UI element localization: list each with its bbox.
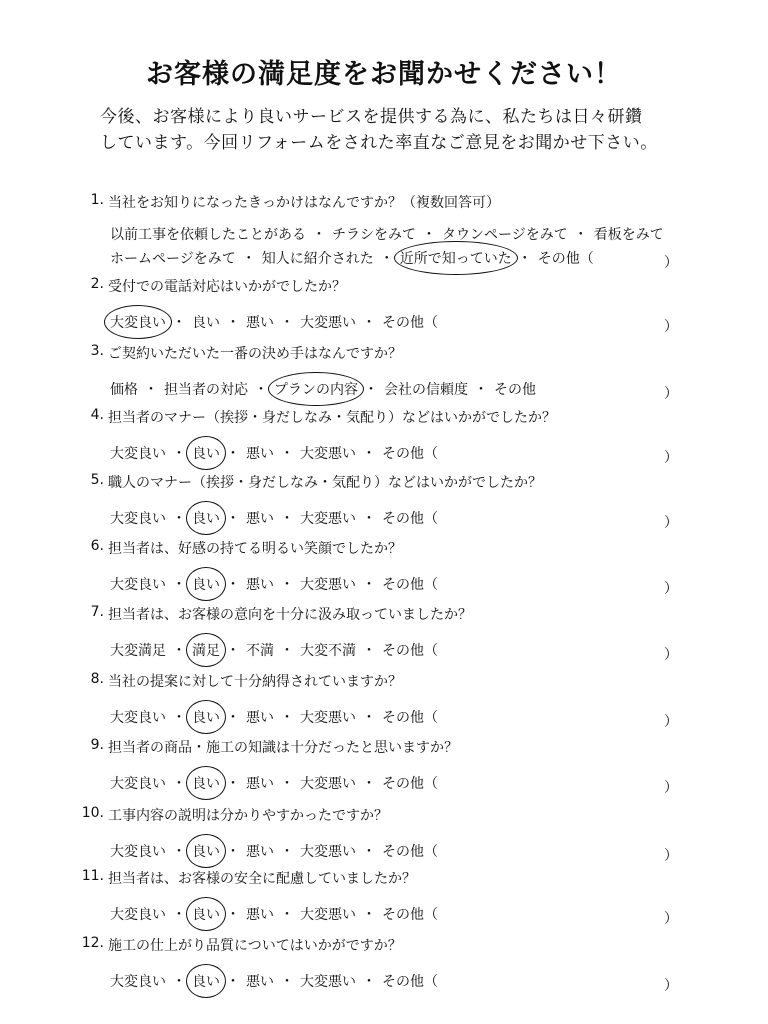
- question-9: [0, 737, 768, 807]
- option-choice[interactable]: 大変良い: [110, 446, 166, 462]
- option-selected[interactable]: 良い: [192, 508, 220, 528]
- option-choice[interactable]: 悪い: [246, 446, 274, 462]
- question-number: 5.: [90, 472, 104, 488]
- separator-dot: ・: [172, 511, 186, 527]
- option-choice[interactable]: 悪い: [246, 511, 274, 527]
- option-choice[interactable]: 大変良い: [110, 907, 166, 923]
- question-text: 受付での電話対応はいかがでしたか？: [108, 279, 346, 295]
- options-row: [110, 773, 438, 793]
- question-12: [0, 935, 768, 1005]
- question-text: 当社をお知りになったきっかけはなんですか？（複数回答可）: [108, 195, 500, 211]
- option-selected[interactable]: 近所で知っていた: [400, 248, 512, 268]
- separator-dot: ・: [172, 315, 186, 331]
- question-6: [0, 538, 768, 608]
- option-choice[interactable]: 大変良い: [110, 710, 166, 726]
- separator-dot: ・: [226, 776, 240, 792]
- separator-dot: ・: [362, 710, 376, 726]
- separator-dot: ・: [254, 382, 268, 398]
- options-row: [110, 312, 438, 332]
- separator-dot: ・: [280, 643, 294, 659]
- option-choice[interactable]: ホームページをみて: [110, 251, 236, 267]
- separator-dot: ・: [226, 643, 240, 659]
- question-text: 担当者は、お客様の意向を十分に汲み取っていましたか？: [108, 607, 472, 623]
- separator-dot: ・: [226, 907, 240, 923]
- option-choice[interactable]: その他（: [382, 446, 438, 462]
- separator-dot: ・: [172, 643, 186, 659]
- option-selected[interactable]: 良い: [192, 443, 220, 463]
- separator-dot: ・: [422, 227, 436, 243]
- option-selected[interactable]: 良い: [192, 841, 220, 861]
- closing-paren: ）: [664, 647, 678, 663]
- option-choice[interactable]: 悪い: [246, 776, 274, 792]
- separator-dot: ・: [362, 643, 376, 659]
- separator-dot: ・: [241, 251, 256, 267]
- options-row: [110, 508, 438, 528]
- option-choice[interactable]: 大変悪い: [300, 446, 356, 462]
- separator-dot: ・: [226, 446, 240, 462]
- separator-dot: ・: [362, 907, 376, 923]
- question-number: 12.: [81, 935, 104, 951]
- separator-dot: ・: [362, 315, 376, 331]
- option-choice[interactable]: 大変悪い: [300, 315, 356, 331]
- question-11: [0, 868, 768, 938]
- option-choice[interactable]: タウンページをみて: [442, 227, 568, 243]
- separator-dot: ・: [362, 844, 376, 860]
- option-choice[interactable]: 悪い: [246, 974, 274, 990]
- separator-dot: ・: [280, 776, 294, 792]
- option-selected[interactable]: 良い: [192, 707, 220, 727]
- question-number: 1.: [90, 192, 104, 208]
- option-choice[interactable]: その他（: [382, 907, 438, 923]
- separator-dot: ・: [312, 227, 326, 243]
- question-text: ご契約いただいた一番の決め手はなんですか？: [108, 346, 402, 362]
- option-selected[interactable]: 良い: [192, 773, 220, 793]
- option-choice[interactable]: 悪い: [246, 577, 274, 593]
- closing-paren: ）: [664, 978, 678, 994]
- option-choice[interactable]: その他（: [382, 643, 438, 659]
- option-selected[interactable]: 大変良い: [110, 312, 166, 332]
- separator-dot: ・: [172, 907, 186, 923]
- separator-dot: ・: [280, 511, 294, 527]
- options-line1: [110, 224, 664, 244]
- option-choice[interactable]: 大変悪い: [300, 577, 356, 593]
- intro-line-1: 今後、お客様により良いサービスを提供する為に、私たちは日々研鑽: [100, 107, 643, 127]
- option-choice[interactable]: 悪い: [246, 315, 274, 331]
- separator-dot: ・: [226, 511, 240, 527]
- options-row: [110, 640, 438, 660]
- question-7: [0, 604, 768, 674]
- question-1: [0, 192, 768, 271]
- question-8: [0, 671, 768, 741]
- option-choice[interactable]: その他（: [382, 710, 438, 726]
- option-choice[interactable]: 大変悪い: [300, 907, 356, 923]
- separator-dot: ・: [362, 446, 376, 462]
- separator-dot: ・: [226, 974, 240, 990]
- question-number: 10.: [81, 805, 104, 821]
- separator-dot: ・: [172, 577, 186, 593]
- separator-dot: ・: [517, 251, 532, 267]
- options-line2: [110, 248, 594, 268]
- question-5: [0, 472, 768, 542]
- separator-dot: ・: [379, 251, 394, 267]
- separator-dot: ・: [474, 382, 488, 398]
- separator-dot: ・: [172, 776, 186, 792]
- separator-dot: ・: [280, 907, 294, 923]
- separator-dot: ・: [226, 577, 240, 593]
- options-row: [110, 904, 438, 924]
- option-choice[interactable]: その他（: [382, 776, 438, 792]
- option-choice[interactable]: 看板をみて: [593, 227, 664, 243]
- separator-dot: ・: [280, 844, 294, 860]
- survey-title: お客様の満足度をお聞かせください！: [146, 59, 622, 90]
- option-choice[interactable]: 悪い: [246, 907, 274, 923]
- option-choice[interactable]: チラシをみて: [332, 227, 416, 243]
- option-choice[interactable]: 大変良い: [110, 974, 166, 990]
- option-choice[interactable]: 会社の信頼度: [384, 382, 468, 398]
- separator-dot: ・: [362, 974, 376, 990]
- option-choice[interactable]: 担当者の対応: [164, 382, 248, 398]
- option-choice[interactable]: 不満: [246, 643, 274, 659]
- separator-dot: ・: [172, 710, 186, 726]
- option-choice[interactable]: 大変悪い: [300, 710, 356, 726]
- option-choice[interactable]: その他（: [382, 511, 438, 527]
- option-choice[interactable]: 大変悪い: [300, 776, 356, 792]
- question-4: [0, 407, 768, 477]
- closing-paren: ）: [664, 848, 678, 864]
- options-row: [110, 379, 536, 399]
- question-text: 職人のマナー（挨拶・身だしなみ・気配り）などはいかがでしたか？: [108, 475, 542, 491]
- question-number: 8.: [90, 671, 104, 687]
- separator-dot: ・: [280, 577, 294, 593]
- option-choice[interactable]: 大変良い: [110, 844, 166, 860]
- option-selected[interactable]: 満足: [192, 640, 220, 660]
- separator-dot: ・: [280, 710, 294, 726]
- option-choice[interactable]: その他（: [382, 577, 438, 593]
- separator-dot: ・: [362, 577, 376, 593]
- option-choice[interactable]: その他（: [537, 251, 594, 267]
- question-text: 工事内容の説明は分かりやすかったですか？: [108, 808, 388, 824]
- closing-paren: ）: [664, 581, 678, 597]
- option-choice[interactable]: 大変良い: [110, 511, 166, 527]
- closing-paren: ）: [664, 515, 678, 531]
- option-choice[interactable]: 価格: [110, 382, 138, 398]
- option-choice[interactable]: 大変悪い: [300, 974, 356, 990]
- closing-paren: ）: [664, 319, 678, 335]
- option-choice[interactable]: その他（: [382, 315, 438, 331]
- option-choice[interactable]: 知人に紹介された: [261, 251, 374, 267]
- question-number: 9.: [90, 737, 104, 753]
- question-number: 7.: [90, 604, 104, 620]
- separator-dot: ・: [226, 844, 240, 860]
- separator-dot: ・: [280, 974, 294, 990]
- question-text: 担当者のマナー（挨拶・身だしなみ・気配り）などはいかがでしたか？: [108, 410, 556, 426]
- separator-dot: ・: [280, 446, 294, 462]
- separator-dot: ・: [144, 382, 158, 398]
- separator-dot: ・: [226, 315, 240, 331]
- question-number: 2.: [90, 276, 104, 292]
- options-row: [110, 971, 438, 991]
- option-choice[interactable]: その他（: [382, 844, 438, 860]
- question-text: 担当者は、好感の持てる明るい笑顔でしたか？: [108, 541, 402, 557]
- option-selected[interactable]: プランの内容: [274, 379, 358, 399]
- separator-dot: ・: [172, 446, 186, 462]
- question-text: 担当者の商品・施工の知識は十分だったと思いますか？: [108, 740, 458, 756]
- closing-paren: ）: [664, 386, 678, 402]
- closing-paren: ）: [664, 255, 678, 271]
- question-number: 11.: [81, 868, 104, 884]
- question-text: 施工の仕上がり品質についてはいかがですか？: [108, 938, 402, 954]
- question-text: 担当者は、お客様の安全に配慮していましたか？: [108, 871, 416, 887]
- option-choice[interactable]: 大変良い: [110, 776, 166, 792]
- option-choice[interactable]: 大変悪い: [300, 511, 356, 527]
- option-choice[interactable]: 大変良い: [110, 577, 166, 593]
- option-selected[interactable]: 良い: [192, 971, 220, 991]
- separator-dot: ・: [226, 710, 240, 726]
- option-choice[interactable]: 以前工事を依頼したことがある: [110, 227, 306, 243]
- separator-dot: ・: [362, 511, 376, 527]
- question-number: 6.: [90, 538, 104, 554]
- closing-paren: ）: [664, 911, 678, 927]
- option-choice[interactable]: 大変不満: [300, 643, 356, 659]
- intro-line-2: しています。今回リフォームをされた率直なご意見をお聞かせ下さい。: [100, 133, 658, 153]
- option-choice[interactable]: 悪い: [246, 710, 274, 726]
- closing-paren: ）: [664, 714, 678, 730]
- separator-dot: ・: [172, 844, 186, 860]
- option-selected[interactable]: 良い: [192, 904, 220, 924]
- option-choice[interactable]: 良い: [192, 315, 220, 331]
- option-choice[interactable]: その他: [494, 382, 536, 398]
- option-choice[interactable]: その他（: [382, 974, 438, 990]
- separator-dot: ・: [573, 227, 588, 243]
- question-2: [0, 276, 768, 346]
- question-number: 4.: [90, 407, 104, 423]
- separator-dot: ・: [280, 315, 294, 331]
- separator-dot: ・: [172, 974, 186, 990]
- question-text: 当社の提案に対して十分納得されていますか？: [108, 674, 402, 690]
- options-row: [110, 443, 438, 463]
- options-row: [110, 574, 438, 594]
- option-selected[interactable]: 良い: [192, 574, 220, 594]
- option-choice[interactable]: 大変悪い: [300, 844, 356, 860]
- separator-dot: ・: [364, 382, 378, 398]
- question-3: [0, 343, 768, 413]
- question-10: [0, 805, 768, 875]
- closing-paren: ）: [664, 780, 678, 796]
- option-choice[interactable]: 大変満足: [110, 643, 166, 659]
- options-row: [110, 841, 438, 861]
- question-number: 3.: [90, 343, 104, 359]
- option-choice[interactable]: 悪い: [246, 844, 274, 860]
- closing-paren: ）: [664, 450, 678, 466]
- separator-dot: ・: [362, 776, 376, 792]
- options-row: [110, 707, 438, 727]
